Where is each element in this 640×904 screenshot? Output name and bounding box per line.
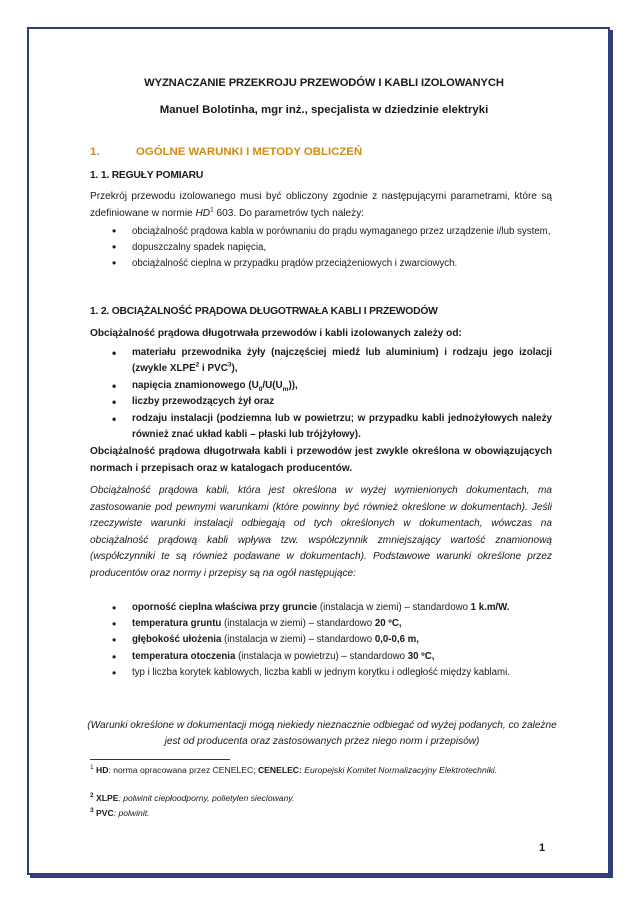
section-1-number: 1. <box>90 146 100 158</box>
list-item: • dopuszczalny spadek napięcia, <box>110 240 552 256</box>
footnote-2: $^2$ XLPE: polwinit ciepłoodporny, polietylen sieciowany. <box>90 792 295 803</box>
footnote-3: $^3$ PVC: polwinit. <box>90 807 150 818</box>
section-1-heading <box>90 146 558 158</box>
list-item: • napięcia znamionowego $(U_0/U(U_m))$, <box>110 378 552 394</box>
list-item: • materiału przewodnika żyły (najczęściej miedź lub aluminium) i rodzaju jego izolacji (zwykle XLPE$^2$ i PVC$^3$), <box>110 345 552 378</box>
list-item: • liczby przewodzących żył oraz <box>110 394 552 410</box>
list-item: • obciążalność cieplna w przypadku prądów przeciążeniowych i zwarciowych. <box>110 256 552 272</box>
list-item: • rodzaju instalacji (podziemna lub w powietrzu; w przypadku kabli jednożyłowych należy również znać układ kabli – płaski lub trójżyłowy). <box>110 411 552 444</box>
section-1-title: OGÓLNE WARUNKI I METODY OBLICZEŃ <box>136 146 363 158</box>
subsection-1-2-heading: 1. 2. OBCIĄŻALNOŚĆ PRĄDOWA DŁUGOTRWAŁA KABLI I PRZEWODÓW <box>90 306 438 317</box>
document-title: WYZNACZANIE PRZEKROJU PRZEWODÓW I KABLI IZOLOWANYCH <box>144 77 504 89</box>
document-author: Manuel Bolotinha, mgr inż., specjalista w dziedzinie elektryki <box>159 104 489 116</box>
list-item: • oporność cieplna właściwa przy gruncie (instalacja w ziemi) – standardowo 1 k.m/W. <box>110 600 552 616</box>
footnote-divider <box>90 759 230 760</box>
standards-paragraph: Obciążalność prądowa długotrwała kabli i przewodów jest zwykle określona w obowiązujących normach i przepisach oraz w katalogach producentów. <box>90 446 552 474</box>
manufacturer-note: (Warunki określone w dokumentacji mogą niekiedy nieznacznie odbiegać od wyżej podanych, co zależne jest od producenta oraz zastosowanych przez niego norm i przepisów) <box>87 720 557 748</box>
subsection-1-2-lead: Obciążalność prądowa długotrwała przewodów i kabli izolowanych zależy od: <box>90 328 462 339</box>
subsection-1-1-heading: 1. 1. REGUŁY POMIARU <box>90 170 204 181</box>
footnote-1: $^1$ HD: norma opracowana przez CENELEC; CENELEC: Europejski Komitet Normalizacyjny Elektrotechniki. <box>90 764 498 775</box>
dependency-list <box>110 345 552 443</box>
list-item: • typ i liczba korytek kablowych, liczba kabli w jednym korytku i odległość między kablami. <box>110 665 552 681</box>
derating-paragraph: Obciążalność prądowa kabli, która jest określona w wyżej wymienionych dokumentach, ma zastosowanie pod pewnymi warunkami (które powinny być również określone w dokumentach). Jeśli rzeczywiste warunki instalacji odbiegają od tych określonych w dokumentach, wówczas na obciążalność prądową kabli wpływa tzw. współczynnik zmniejszający wartość znamionową (współczynniki te są również podawane w dokumentach). Podstawowe warunki określone przez producentów oraz normy i przepisy są na ogół następujące: <box>90 485 552 579</box>
page-number: 1 <box>539 842 546 854</box>
list-item: • głębokość ułożenia (instalacja w ziemi) – standardowo 0,0-0,6 m, <box>110 632 552 648</box>
list-item: • temperatura gruntu (instalacja w ziemi) – standardowo 20 ºC, <box>110 616 552 632</box>
parameters-list <box>110 224 552 271</box>
conditions-list <box>110 600 552 681</box>
list-item: • temperatura otoczenia (instalacja w powietrzu) – standardowo 30 ºC, <box>110 649 552 665</box>
subsection-1-1-intro: Przekrój przewodu izolowanego musi być obliczony zgodnie z następującymi parametrami, które są zdefiniowane w normie $HD^1$ 603. Do parametrów tych należy: <box>90 191 552 219</box>
list-item: • obciążalność prądowa kabla w porównaniu do prądu wymaganego przez urządzenie i/lub system, <box>110 224 552 240</box>
